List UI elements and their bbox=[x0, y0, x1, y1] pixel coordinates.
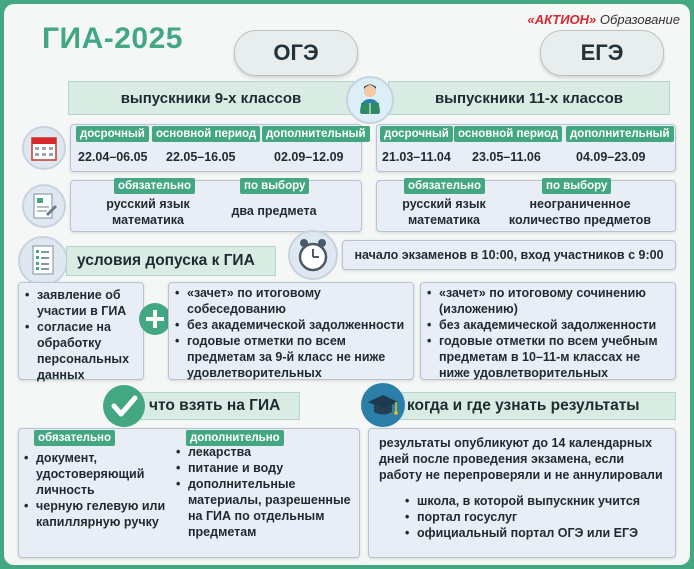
oge-period-label-early: досрочный bbox=[76, 126, 149, 142]
oge-pill: ОГЭ bbox=[234, 30, 358, 76]
bring-heading: что взять на ГИА bbox=[124, 392, 300, 420]
bring-mandatory bbox=[24, 450, 176, 530]
oge-choice-subjects: два предмета bbox=[231, 204, 317, 218]
oge-date-extra: 02.09–12.09 bbox=[274, 150, 344, 164]
admission-oge-panel bbox=[168, 282, 414, 380]
results-places bbox=[379, 493, 665, 541]
clock-icon bbox=[288, 230, 338, 280]
ege-choice-label: по выбору bbox=[542, 178, 611, 194]
document-icon bbox=[22, 184, 66, 228]
admission-common-list bbox=[25, 287, 137, 383]
checklist-icon bbox=[18, 236, 68, 286]
oge-mandatory-subjects: русский язык математика bbox=[106, 197, 190, 227]
list-item: • документ, удостоверяющий личность bbox=[24, 450, 176, 498]
ege-choice-subjects: неограниченное количество предметов bbox=[508, 197, 652, 227]
list-item: • дополнительные материалы, разрешенные на ГИА по отдельным предметам bbox=[176, 476, 358, 540]
brand-mark: «АКТИОН» bbox=[527, 12, 597, 27]
ege-period-label-early: досрочный bbox=[380, 126, 453, 142]
ege-date-early: 21.03–11.04 bbox=[382, 150, 451, 164]
list-item: • официальный портал ОГЭ или ЕГЭ bbox=[405, 525, 665, 541]
oge-date-early: 22.04–06.05 bbox=[78, 150, 148, 164]
list-item: • без академической задолженности bbox=[427, 317, 669, 333]
bring-additional-label: дополнительно bbox=[186, 430, 284, 446]
infographic bbox=[4, 4, 690, 565]
admission-common-panel bbox=[18, 282, 144, 380]
list-item: • годовые отметки по всем учебным предметам в 10–11-м классах не ниже удовлетворительных bbox=[427, 333, 669, 381]
ege-mandatory-label: обязательно bbox=[404, 178, 485, 194]
exam-start-time: начало экзаменов в 10:00, вход участников с 9:00 bbox=[354, 248, 664, 262]
list-item: • лекарства bbox=[176, 444, 358, 460]
list-item: • черную гелевую или капиллярную ручку bbox=[24, 498, 176, 530]
plus-icon bbox=[138, 302, 172, 336]
list-item: • заявление об участии в ГИА bbox=[25, 287, 137, 319]
brand-logo bbox=[528, 12, 681, 27]
calendar-icon bbox=[22, 126, 66, 170]
ege-pill: ЕГЭ bbox=[540, 30, 664, 76]
brand-text: Образование bbox=[599, 12, 680, 27]
list-item: • питание и воду bbox=[176, 460, 358, 476]
results-intro: результаты опубликуют до 14 календарных дней после проведения экзамена, если работу не перепроверяли и не аннулировали bbox=[379, 436, 663, 482]
list-item: • без академической задолженности bbox=[175, 317, 407, 333]
ege-date-extra: 04.09–23.09 bbox=[576, 150, 646, 164]
graduation-cap-icon bbox=[360, 382, 406, 428]
ege-period-label-main: основной период bbox=[454, 126, 562, 142]
oge-period-label-extra: дополнительный bbox=[262, 126, 370, 142]
list-item: • «зачет» по итоговому собеседованию bbox=[175, 285, 407, 317]
student-icon bbox=[346, 76, 394, 124]
admission-heading: условия допуска к ГИА bbox=[66, 246, 276, 276]
ege-mandatory-subjects: русский язык математика bbox=[402, 197, 486, 227]
bring-additional bbox=[176, 444, 358, 540]
oge-choice-label: по выбору bbox=[240, 178, 309, 194]
admission-ege-list bbox=[427, 285, 669, 381]
list-item: • «зачет» по итоговому сочинению (изложению) bbox=[427, 285, 669, 317]
exam-start-panel bbox=[342, 240, 676, 270]
checkmark-icon bbox=[102, 384, 146, 428]
ege-period-label-extra: дополнительный bbox=[566, 126, 674, 142]
admission-ege-panel bbox=[420, 282, 676, 380]
oge-period-label-main: основной период bbox=[152, 126, 260, 142]
admission-oge-list bbox=[175, 285, 407, 381]
list-item: • согласие на обработку персональных данных bbox=[25, 319, 137, 383]
ege-graduates: выпускники 11-х классов bbox=[388, 81, 670, 115]
ege-date-main: 23.05–11.06 bbox=[472, 150, 541, 164]
list-item: • школа, в которой выпускник учится bbox=[405, 493, 665, 509]
oge-date-main: 22.05–16.05 bbox=[166, 150, 236, 164]
results-heading: когда и где узнать результаты bbox=[392, 392, 676, 420]
oge-graduates: выпускники 9-х классов bbox=[68, 81, 354, 115]
list-item: • портал госуслуг bbox=[405, 509, 665, 525]
page-title: ГИА-2025 bbox=[42, 22, 183, 55]
oge-mandatory-label: обязательно bbox=[114, 178, 195, 194]
bring-mandatory-label: обязательно bbox=[34, 430, 115, 446]
list-item: • годовые отметки по всем предметам за 9-й класс не ниже удовлетворительных bbox=[175, 333, 407, 381]
results-panel bbox=[368, 428, 676, 558]
